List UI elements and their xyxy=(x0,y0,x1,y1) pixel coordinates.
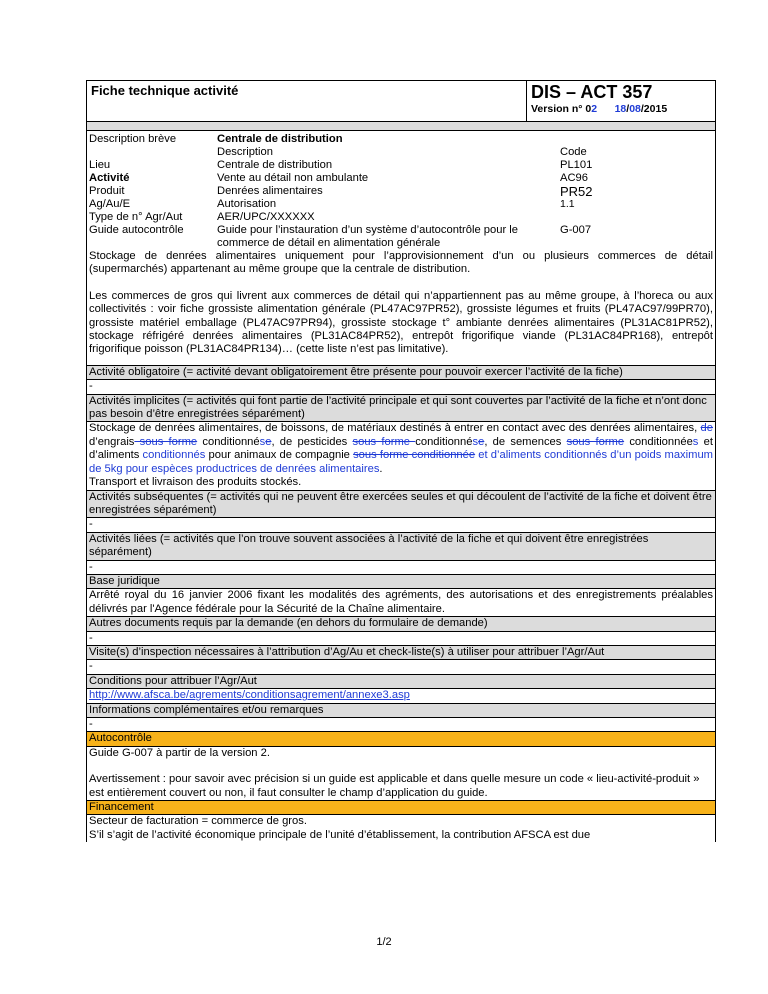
row-code: PL101 xyxy=(560,159,593,171)
date-month: 08 xyxy=(629,103,641,115)
implicit-transport: Transport et livraison des produits stockés. xyxy=(89,476,302,489)
deleted-text: e xyxy=(478,435,485,448)
summary-row xyxy=(87,172,715,185)
linked-activities-value: - xyxy=(86,561,716,575)
autocontrol-warning: Avertissement : pour savoir avec précision si un guide est applicable et dans quelle mesure un code « lieu-activité-produit » est entièrement couvert ou non, il faut consulter le champ d’application du guide. xyxy=(89,773,700,799)
deleted-text: sous forme xyxy=(352,435,416,448)
summary-column-headers xyxy=(87,146,715,159)
document-id-box xyxy=(527,81,715,121)
subsequent-activities-value: - xyxy=(86,518,716,532)
additional-info-heading: Informations complémentaires et/ou remarques xyxy=(86,704,716,718)
autocontrol-body xyxy=(86,747,716,801)
row-label: Guide autocontrôle xyxy=(89,224,184,236)
summary-label: Description brève xyxy=(89,133,177,145)
summary-row xyxy=(87,211,715,224)
inserted-text: s xyxy=(692,435,699,448)
row-description: Autorisation xyxy=(217,198,277,210)
summary-paragraph: Stockage de denrées alimentaires uniquement pour l’approvisionnement d’un ou plusieurs commerces de détail (supermarchés) appartenant au même groupe que la centrale de distribution. xyxy=(89,250,713,276)
document-title: Fiche technique activité xyxy=(87,81,527,121)
summary-block xyxy=(86,131,716,366)
page-number: 1/2 xyxy=(376,936,392,948)
conditions-heading: Conditions pour attribuer l’Agr/Aut xyxy=(86,675,716,689)
document-id: DIS – ACT 357 xyxy=(531,82,653,102)
column-code: Code xyxy=(560,146,587,158)
financing-heading: Financement xyxy=(86,801,716,815)
linked-activities-heading: Activités liées (= activités que l’on trouve souvent associées à l’activité de la fiche et qui doivent être enregistrées séparément) xyxy=(86,533,716,561)
deleted-text: de xyxy=(700,422,713,435)
header-spacer xyxy=(86,122,716,131)
implicit-activities-text: Stockage de denrées alimentaires, de boissons, de matériaux destinés à entrer en contact avec des denrées alimentaires, de d’engrais sous forme conditionnése, de pesticides sous forme conditionnése, de semences sous forme conditionnées et d’aliments conditionnés pour animaux de compagnie sous forme conditionnée et d’aliments conditionnés d’un poids maximum de 5kg pour espèces productrices de denrées alimentaires. Transport et livraison des produits stockés. xyxy=(86,422,716,490)
summary-title-row xyxy=(87,133,715,146)
version-prefix: Version n° 0 xyxy=(531,103,592,115)
row-code: G-007 xyxy=(560,224,592,236)
row-label: Activité xyxy=(89,172,130,184)
summary-row xyxy=(87,198,715,211)
inserted-text: s xyxy=(472,435,479,448)
summary-title: Centrale de distribution xyxy=(217,133,343,145)
version-line xyxy=(531,103,711,115)
row-description: Centrale de distribution xyxy=(217,159,333,171)
inspection-visits-value: - xyxy=(86,660,716,674)
implicit-activities-heading: Activités implicites (= activités qui font partie de l’activité principale et qui sont couvertes par l’activité de la fiche et n’ont donc pas besoin d’être enregistrées séparément) xyxy=(86,395,716,423)
subsequent-activities-heading: Activités subséquentes (= activités qui ne peuvent être exercées seules et qui découlent de l’activité de la fiche et doivent être enregistrées séparément) xyxy=(86,491,716,519)
column-description: Description xyxy=(217,146,273,158)
deleted-text: sous forme xyxy=(134,435,198,448)
conditions-link[interactable]: http://www.afsca.be/agrements/conditionsagrement/annexe3.asp xyxy=(89,689,410,702)
row-label: Ag/Au/E xyxy=(89,198,131,210)
row-code: AC96 xyxy=(560,172,588,184)
row-label: Type de n° Agr/Aut xyxy=(89,211,183,223)
row-description: Vente au détail non ambulante xyxy=(217,172,369,184)
row-label: Lieu xyxy=(89,159,111,171)
autocontrol-text: Guide G-007 à partir de la version 2. xyxy=(89,746,270,759)
deleted-text: e xyxy=(265,435,272,448)
summary-row xyxy=(87,159,715,172)
summary-row xyxy=(87,224,715,250)
row-code: 1.1 xyxy=(560,198,575,210)
additional-info-value: - xyxy=(86,718,716,732)
legal-basis-heading: Base juridique xyxy=(86,575,716,589)
conditions-link-cell xyxy=(86,689,716,703)
document-header xyxy=(86,80,716,122)
financing-contribution: S’il s’agit de l’activité économique principale de l’unité d’établissement, la contribution AFSCA est due xyxy=(89,828,591,841)
inserted-text: conditionnés xyxy=(142,449,206,462)
obligatory-activity-value: - xyxy=(86,380,716,394)
row-label: Produit xyxy=(89,185,125,197)
obligatory-activity-heading: Activité obligatoire (= activité devant obligatoirement être présente pour pouvoir exercer l’activité de la fiche) xyxy=(86,366,716,380)
date-sep: / xyxy=(626,103,630,115)
row-code xyxy=(558,211,715,224)
other-documents-heading: Autres documents requis par la demande (en dehors du formulaire de demande) xyxy=(86,617,716,631)
inserted-text: et d’aliments conditionnés d’un poids maximum de 5kg pour espèces productrices de denrées alimentaires xyxy=(89,449,713,475)
date-year: /2015 xyxy=(640,103,668,115)
inspection-visits-heading: Visite(s) d’inspection nécessaires à l’attribution d’Ag/Au et check-liste(s) à utiliser pour attribuer l’Agr/Aut xyxy=(86,646,716,660)
date-day: 18 xyxy=(614,103,627,115)
deleted-text: sous forme conditionnée xyxy=(353,449,476,462)
summary-row xyxy=(87,185,715,198)
inserted-text: s xyxy=(259,435,266,448)
row-description: Guide pour l’instauration d’un système d’autocontrôle pour le commerce de détail en alimentation générale xyxy=(217,224,518,249)
version-number: 2 xyxy=(591,103,598,115)
legal-basis-text: Arrêté royal du 16 janvier 2006 fixant les modalités des agréments, des autorisations et des enregistrements préalables délivrés par l'Agence fédérale pour la Sécurité de la Chaîne alimentaire. xyxy=(86,589,716,617)
financing-sector: Secteur de facturation = commerce de gros. xyxy=(89,815,307,828)
row-description: Denrées alimentaires xyxy=(217,185,323,197)
deleted-text: sous forme xyxy=(566,435,625,448)
row-code: PR52 xyxy=(560,184,593,199)
row-description: AER/UPC/XXXXXX xyxy=(217,211,315,223)
fiche-technique xyxy=(86,80,716,842)
autocontrol-heading: Autocontrôle xyxy=(86,732,716,746)
summary-paragraph-exclusions: Les commerces de gros qui livrent aux commerces de détail qui n’appartiennent pas au même groupe, à l’horeca ou aux collectivités : voir fiche grossiste alimentation générale (PL47AC97PR52), grossiste légumes et fruits (PL47AC97/99PR70), grossiste matériel emballage (PL47AC97PR94), grossiste stockage t° ambiante denrées alimentaires (PL31AC81PR52), stockage réfrigéré denrées alimentaires (PL31AC84PR52), entrepôt frigorifique viande (PL31AC84PR168), entrepôt frigorifique poisson (PL31AC84PR134)… (cette liste n’est pas limitative). xyxy=(89,289,713,356)
financing-body xyxy=(86,815,716,842)
other-documents-value: - xyxy=(86,632,716,646)
